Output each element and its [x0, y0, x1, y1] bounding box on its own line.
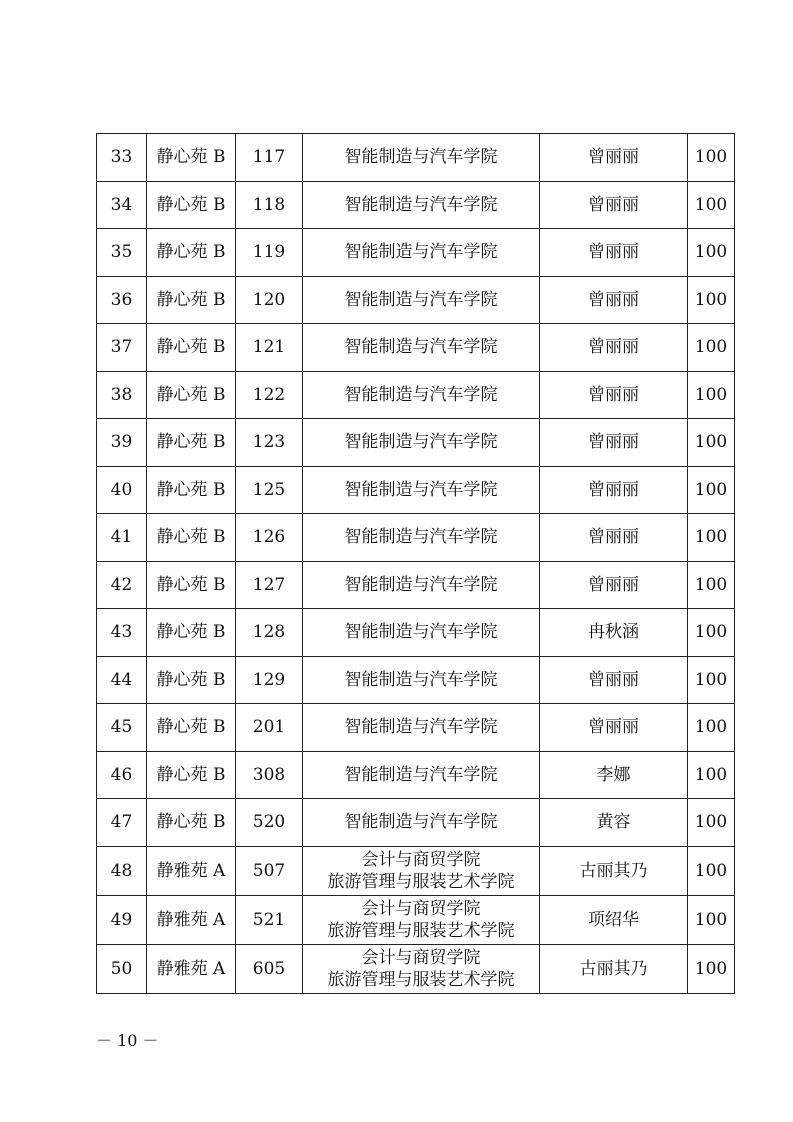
row-number-cell: 49 [97, 895, 147, 944]
score-cell: 100 [688, 656, 735, 704]
college-cell [303, 799, 540, 847]
college-line: 智能制造与汽车学院 [344, 147, 498, 168]
table-row [97, 704, 735, 752]
row-number-cell: 43 [97, 609, 147, 657]
room-cell: 127 [236, 561, 303, 609]
college-line: 会计与商贸学院 [361, 849, 481, 870]
building-cell: 静心苑 B [147, 419, 236, 467]
table-row [97, 134, 735, 182]
college-cell [303, 514, 540, 562]
manager-cell: 古丽其乃 [540, 846, 688, 895]
table-row [97, 466, 735, 514]
score-cell: 100 [688, 134, 735, 182]
room-cell: 129 [236, 656, 303, 704]
manager-cell: 黄容 [540, 799, 688, 847]
table-row [97, 561, 735, 609]
row-number-cell: 39 [97, 419, 147, 467]
table-row [97, 895, 735, 944]
college-line: 智能制造与汽车学院 [344, 527, 498, 548]
college-cell [303, 656, 540, 704]
college-cell [303, 466, 540, 514]
score-cell: 100 [688, 514, 735, 562]
manager-cell: 曾丽丽 [540, 181, 688, 229]
college-cell [303, 134, 540, 182]
manager-cell: 曾丽丽 [540, 229, 688, 277]
table-row [97, 846, 735, 895]
row-number-cell: 46 [97, 751, 147, 799]
building-cell: 静心苑 B [147, 181, 236, 229]
manager-cell: 曾丽丽 [540, 324, 688, 372]
college-line: 智能制造与汽车学院 [344, 574, 498, 595]
manager-cell: 曾丽丽 [540, 419, 688, 467]
manager-cell: 曾丽丽 [540, 704, 688, 752]
building-cell: 静心苑 B [147, 514, 236, 562]
college-line: 智能制造与汽车学院 [344, 479, 498, 500]
score-cell: 100 [688, 419, 735, 467]
college-cell [303, 609, 540, 657]
manager-cell: 曾丽丽 [540, 514, 688, 562]
table-row [97, 514, 735, 562]
row-number-cell: 33 [97, 134, 147, 182]
college-line: 智能制造与汽车学院 [344, 289, 498, 310]
table-row [97, 371, 735, 419]
score-cell: 100 [688, 799, 735, 847]
manager-cell: 曾丽丽 [540, 466, 688, 514]
score-cell: 100 [688, 229, 735, 277]
room-cell: 118 [236, 181, 303, 229]
college-cell [303, 751, 540, 799]
building-cell: 静雅苑 A [147, 846, 236, 895]
room-cell: 117 [236, 134, 303, 182]
row-number-cell: 48 [97, 846, 147, 895]
score-cell: 100 [688, 371, 735, 419]
table-row [97, 229, 735, 277]
manager-cell: 曾丽丽 [540, 276, 688, 324]
row-number-cell: 38 [97, 371, 147, 419]
college-line: 旅游管理与服装艺术学院 [327, 969, 515, 990]
table-row [97, 799, 735, 847]
manager-cell: 古丽其乃 [540, 944, 688, 993]
college-line: 智能制造与汽车学院 [344, 432, 498, 453]
manager-cell: 李娜 [540, 751, 688, 799]
row-number-cell: 42 [97, 561, 147, 609]
building-cell: 静心苑 B [147, 229, 236, 277]
score-cell: 100 [688, 466, 735, 514]
manager-cell: 曾丽丽 [540, 134, 688, 182]
room-cell: 605 [236, 944, 303, 993]
manager-cell: 曾丽丽 [540, 561, 688, 609]
building-cell: 静雅苑 A [147, 895, 236, 944]
college-line: 智能制造与汽车学院 [344, 337, 498, 358]
building-cell: 静心苑 B [147, 656, 236, 704]
table-row [97, 751, 735, 799]
score-cell: 100 [688, 324, 735, 372]
score-cell: 100 [688, 895, 735, 944]
dormitory-score-table [96, 133, 735, 994]
college-line: 智能制造与汽车学院 [344, 764, 498, 785]
college-line: 智能制造与汽车学院 [344, 242, 498, 263]
room-cell: 308 [236, 751, 303, 799]
college-line: 会计与商贸学院 [361, 947, 481, 968]
row-number-cell: 45 [97, 704, 147, 752]
room-cell: 520 [236, 799, 303, 847]
manager-cell: 曾丽丽 [540, 371, 688, 419]
college-line: 智能制造与汽车学院 [344, 194, 498, 215]
score-cell: 100 [688, 704, 735, 752]
table-row [97, 419, 735, 467]
score-cell: 100 [688, 751, 735, 799]
room-cell: 125 [236, 466, 303, 514]
room-cell: 121 [236, 324, 303, 372]
room-cell: 128 [236, 609, 303, 657]
score-cell: 100 [688, 609, 735, 657]
table-body [97, 134, 735, 994]
manager-cell: 曾丽丽 [540, 656, 688, 704]
college-cell [303, 895, 540, 944]
table-row [97, 276, 735, 324]
table-row [97, 324, 735, 372]
table-row [97, 656, 735, 704]
college-line: 旅游管理与服装艺术学院 [327, 871, 515, 892]
score-cell: 100 [688, 944, 735, 993]
college-cell [303, 419, 540, 467]
college-cell [303, 944, 540, 993]
college-line: 智能制造与汽车学院 [344, 622, 498, 643]
building-cell: 静雅苑 A [147, 944, 236, 993]
score-cell: 100 [688, 276, 735, 324]
college-line: 会计与商贸学院 [361, 898, 481, 919]
row-number-cell: 50 [97, 944, 147, 993]
college-cell [303, 704, 540, 752]
college-line: 智能制造与汽车学院 [344, 717, 498, 738]
college-line: 智能制造与汽车学院 [344, 812, 498, 833]
table-row [97, 181, 735, 229]
college-cell [303, 229, 540, 277]
score-cell: 100 [688, 561, 735, 609]
college-cell [303, 324, 540, 372]
score-cell: 100 [688, 181, 735, 229]
college-cell [303, 561, 540, 609]
building-cell: 静心苑 B [147, 609, 236, 657]
page-number: － 10 － [96, 1031, 159, 1050]
college-cell [303, 371, 540, 419]
table-row [97, 944, 735, 993]
row-number-cell: 37 [97, 324, 147, 372]
room-cell: 120 [236, 276, 303, 324]
building-cell: 静心苑 B [147, 466, 236, 514]
room-cell: 201 [236, 704, 303, 752]
college-line: 旅游管理与服装艺术学院 [327, 920, 515, 941]
college-cell [303, 181, 540, 229]
row-number-cell: 35 [97, 229, 147, 277]
college-cell [303, 276, 540, 324]
building-cell: 静心苑 B [147, 799, 236, 847]
manager-cell: 冉秋涵 [540, 609, 688, 657]
room-cell: 521 [236, 895, 303, 944]
score-cell: 100 [688, 846, 735, 895]
building-cell: 静心苑 B [147, 704, 236, 752]
row-number-cell: 36 [97, 276, 147, 324]
row-number-cell: 34 [97, 181, 147, 229]
building-cell: 静心苑 B [147, 561, 236, 609]
table-row [97, 609, 735, 657]
building-cell: 静心苑 B [147, 751, 236, 799]
college-line: 智能制造与汽车学院 [344, 384, 498, 405]
building-cell: 静心苑 B [147, 324, 236, 372]
room-cell: 123 [236, 419, 303, 467]
building-cell: 静心苑 B [147, 276, 236, 324]
manager-cell: 项绍华 [540, 895, 688, 944]
room-cell: 507 [236, 846, 303, 895]
room-cell: 126 [236, 514, 303, 562]
room-cell: 119 [236, 229, 303, 277]
room-cell: 122 [236, 371, 303, 419]
building-cell: 静心苑 B [147, 134, 236, 182]
row-number-cell: 47 [97, 799, 147, 847]
building-cell: 静心苑 B [147, 371, 236, 419]
row-number-cell: 40 [97, 466, 147, 514]
row-number-cell: 41 [97, 514, 147, 562]
college-line: 智能制造与汽车学院 [344, 669, 498, 690]
college-cell [303, 846, 540, 895]
row-number-cell: 44 [97, 656, 147, 704]
